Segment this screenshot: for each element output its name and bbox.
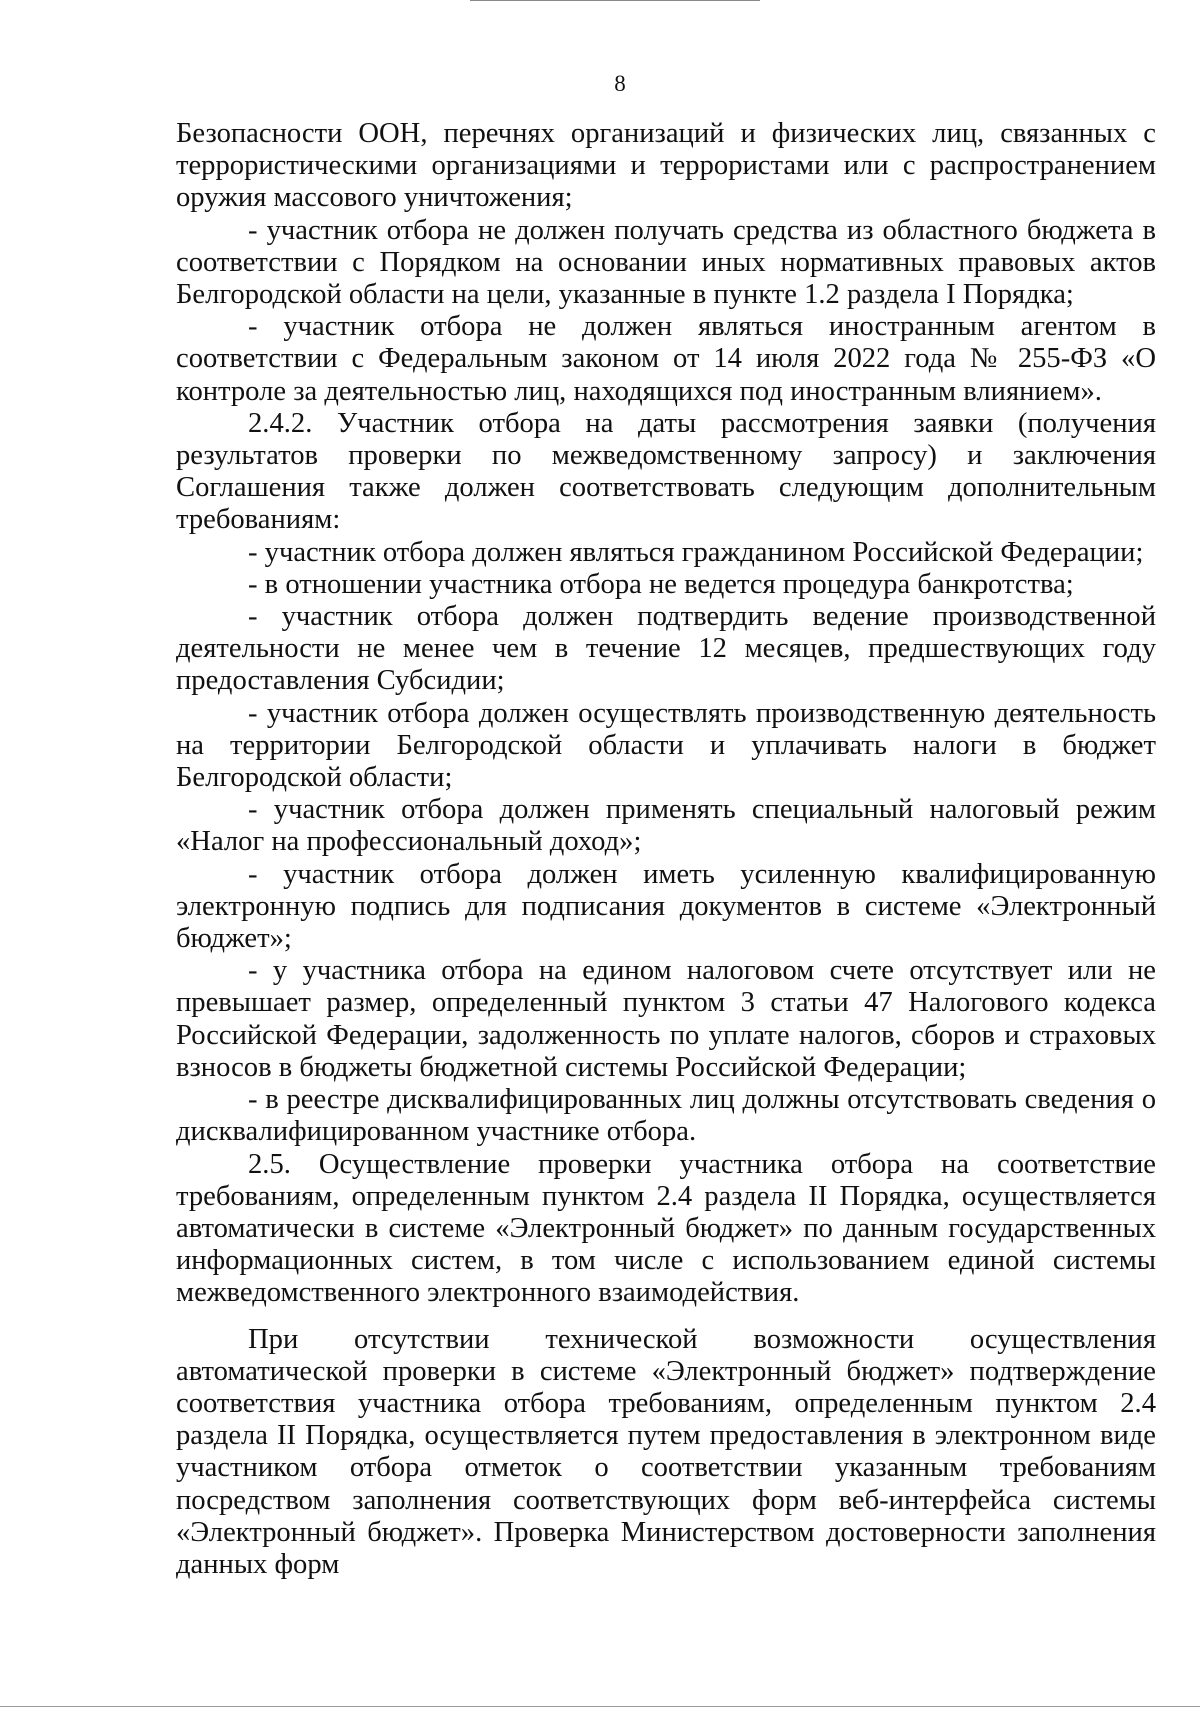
paragraph-no-regional-funds: - участник отбора не должен получать средства из областного бюджета в соответствии с Порядком на основании иных нормативных правовых актов Белгородской области на цели, указанные в пункте 1.2 раздела I Порядка; [176, 214, 1156, 311]
paragraph-not-foreign-agent: - участник отбора не должен являться иностранным агентом в соответствии с Федеральным законом от 14 июля 2022 года № 255-ФЗ «О контроле за деятельностью лиц, находящихся под иностранным влиянием». [176, 311, 1156, 407]
paragraph-belgorod-territory: - участник отбора должен осуществлять производственную деятельность на территории Белгородской области и уплачивать налоги в бюджет Белгородской области; [176, 697, 1156, 794]
paragraph-continuation: Безопасности ООН, перечнях организаций и физических лиц, связанных с террористическими организациями и террористами или с распространением оружия массового уничтожения; [176, 118, 1156, 214]
paragraph-2-4-2: 2.4.2. Участник отбора на даты рассмотрения заявки (получения результатов проверки по межведомственному запросу) и заключения Соглашения также должен соответствовать следующим дополнительным требованиям: [176, 407, 1156, 536]
paragraph-production-activity-12-months: - участник отбора должен подтвердить ведение производственной деятельности не менее чем в течение 12 месяцев, предшествующих году предоставления Субсидии; [176, 601, 1156, 697]
paragraph-citizenship: - участник отбора должен являться гражданином Российской Федерации; [248, 536, 1144, 568]
paragraph-tax-debt: - у участника отбора на едином налоговом счете отсутствует или не превышает размер, определенный пунктом 3 статьи 47 Налогового кодекса Российской Федерации, задолженность по уплате налогов, сборов и страховых взносов в бюджеты бюджетной системы Российской Федерации; [176, 955, 1156, 1083]
paragraph-disqualified-registry: - в реестре дисквалифицированных лиц должны отсутствовать сведения о дисквалифицированном участнике отбора. [176, 1084, 1156, 1148]
document-body [176, 118, 1156, 1581]
paragraph-tax-regime: - участник отбора должен применять специальный налоговый режим «Налог на профессиональный доход»; [176, 794, 1156, 858]
top-edge-line [470, 0, 760, 1]
paragraph-2-5: 2.5. Осуществление проверки участника отбора на соответствие требованиям, определенным пунктом 2.4 раздела II Порядка, осуществляется автоматически в системе «Электронный бюджет» по данным государственных информационных систем, в том числе с использованием единой системы межведомственного электронного взаимодействия. [176, 1148, 1156, 1309]
paragraph-electronic-signature: - участник отбора должен иметь усиленную квалифицированную электронную подпись для подписания документов в системе «Электронный бюджет»; [176, 858, 1156, 955]
paragraph-manual-verification: При отсутствии технической возможности осуществления автоматической проверки в системе «Электронный бюджет» подтверждение соответствия участника отбора требованиям, определенным пунктом 2.4 раздела II Порядка, осуществляется путем предоставления в электронном виде участником отбора отметок о соответствии указанным требованиям посредством заполнения соответствующих форм веб-интерфейса системы «Электронный бюджет». Проверка Министерством достоверности заполнения данных форм [176, 1323, 1156, 1580]
bottom-edge-line [0, 1706, 1200, 1707]
paragraph-no-bankruptcy: - в отношении участника отбора не ведется процедура банкротства; [248, 568, 1074, 600]
page-number: 8 [614, 71, 626, 96]
